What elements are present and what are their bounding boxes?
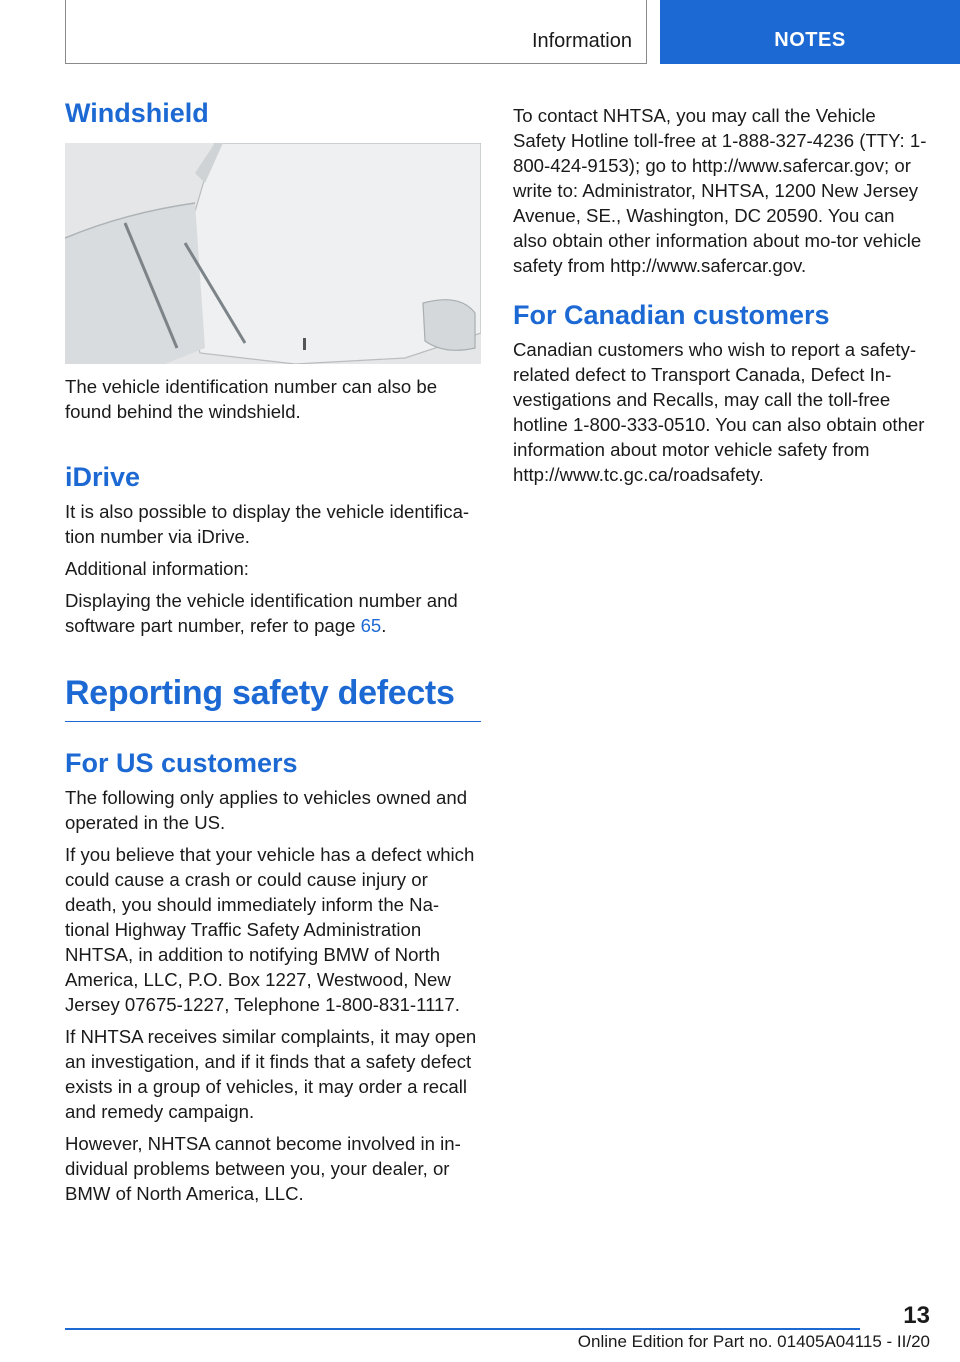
us-paragraph-1: The following only applies to vehicles owned and operated in the US. — [65, 787, 468, 834]
header-frame — [65, 0, 647, 64]
us-paragraph-3: If NHTSA receives similar complaints, it may open an investigation, and if it finds that a safety defect exists in a group of vehicles, it may order a recall and remedy campaign. — [65, 1026, 477, 1123]
us-paragraph-4: However, NHTSA cannot become involved in in-dividual problems between you, your dealer, or BMW of North America, LLC. — [65, 1133, 461, 1205]
right-column — [513, 103, 929, 494]
page-number: 13 — [903, 1302, 930, 1329]
windshield-illustration — [65, 143, 481, 364]
canadian-paragraph: Canadian customers who wish to report a safety-related defect to Transport Canada, Defect In-vestigations and Recalls, may call the toll-free hotline 1-800-333-0510. You can also obtain other information about motor vehicle safety from http://www.tc.gc.ca/roadsafety. — [513, 339, 925, 486]
header-tab-notes[interactable]: NOTES — [660, 0, 960, 64]
windshield-text: The vehicle identification number can also be found behind the windshield. — [65, 376, 438, 423]
idrive-paragraph-2: Additional information: — [65, 558, 249, 580]
windshield-heading: Windshield — [65, 98, 209, 128]
page-reference-link[interactable]: 65 — [360, 615, 382, 637]
canadian-customers-heading: For Canadian customers — [513, 300, 830, 330]
idrive-paragraph-3-text: Displaying the vehicle identification number and software part number, refer to page — [65, 590, 458, 637]
idrive-paragraph-1: It is also possible to display the vehicle identifica-tion number via iDrive. — [65, 501, 470, 548]
idrive-paragraph-3 — [65, 588, 481, 638]
header-section-title: Information — [531, 30, 632, 52]
footer-edition-text: Online Edition for Part no. 01405A04115 - II/20 — [577, 1332, 930, 1351]
reporting-safety-defects-heading: Reporting safety defects — [65, 674, 481, 722]
us-paragraph-2: If you believe that your vehicle has a defect which could cause a crash or could cause injury or death, you should immediately inform the Na-tional Highway Traffic Safety Administration NHTSA, in addition to notifying BMW of North America, LLC, P.O. Box 1227, Westwood, New Jersey 07675-1227, Telephone 1-800-831-1117. — [65, 844, 475, 1016]
idrive-heading: iDrive — [65, 462, 141, 493]
footer-divider — [65, 1328, 860, 1330]
us-customers-heading: For US customers — [65, 748, 298, 779]
idrive-paragraph-3-end: . — [381, 615, 387, 637]
nhtsa-contact-paragraph: To contact NHTSA, you may call the Vehicle Safety Hotline toll-free at 1-888-327-4236 (TTY: 1-800-424-9153); go to http://www.safercar.gov; or write to: Administrator, NHTSA, 1200 New Jersey Avenue, SE., Washington, DC 20590. You can also obtain other information about mo-tor vehicle safety from http://www.safercar.gov. — [513, 105, 927, 276]
left-column — [65, 98, 481, 1213]
